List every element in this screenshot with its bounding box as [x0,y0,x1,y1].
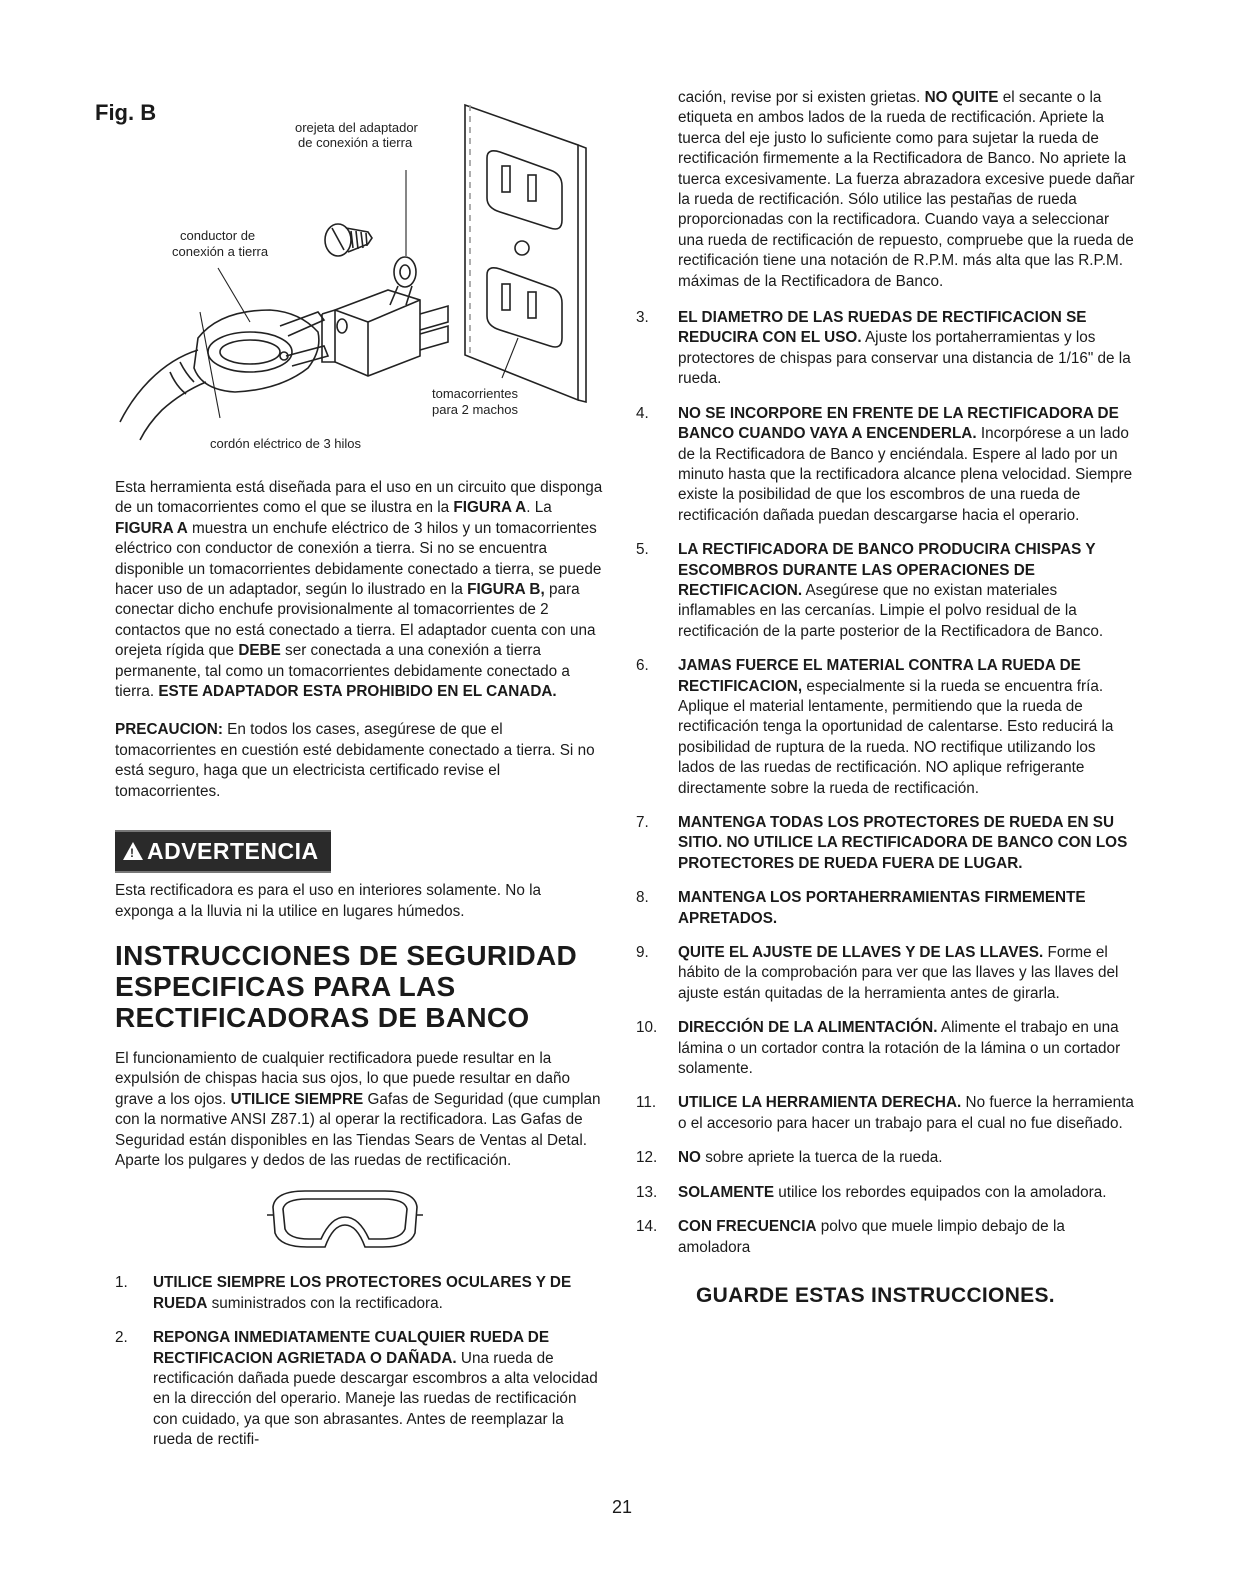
list-item: 12. NO sobre apriete la tuerca de la rueda. [636,1149,943,1167]
figure-title: Fig. B [95,100,157,125]
label-tab-line1: orejeta del adaptador [295,120,418,135]
warning-triangle-icon: ! [123,842,143,860]
warning-banner: ! ADVERTENCIA [115,830,331,873]
intro-paragraph: Esta herramienta está diseñada para el uso en un circuito que disponga de un tomacorrientes como el que se ilustra en la FIGURA A. La FIGURA A muestra un enchufe eléctrico de 3 hilos y un tomacorrientes eléctrico con conductor de conexión a tierra. Si no se encuentra disponible un tomacorrientes debidamente conectado a tierra, se puede hacer uso de un adaptador, según lo ilustrado en la FIGURA B, para conectar dicho enchufe provisionalmente al tomacorrientes de 2 contactos que no está conectado a tierra. El adaptador cuenta con una orejeta rígida que DEBE ser conectada a una conexión a tierra permanente, tal como un tomacorrientes debidamente conectado a tierra. ESTE ADAPTADOR ESTA PROHIBIDO EN EL CANADA. [115,479,603,701]
left-numbered-list [115,1273,603,1450]
label-ground-line1: conductor de [180,228,256,243]
list-item: 7. MANTENGA TODAS LOS PROTECTORES DE RUEDA EN SU SITIO. NO UTILICE LA RECTIFICADORA DE BANCO CON LOS PROTECTORES DE RUEDA FUERA DE LUGAR. [636,814,1128,872]
list-item: 9. QUITE EL AJUSTE DE LLAVES Y DE LAS LLAVES. Forme el hábito de la comprobación para ver que las llaves y las llaves del ajuste están quitadas de la herramienta antes de girarla. [636,944,1119,1002]
list-item: 14. CON FRECUENCIA polvo que muele limpio debajo de la amoladora [636,1218,1065,1256]
list-item: 5. LA RECTIFICADORA DE BANCO PRODUCIRA CHISPAS Y ESCOMBROS DURANTE LAS OPERACIONES DE RECTIFICACION. Asegúrese que no existan materiales inflamables en las cercanías. Limpie el polvo residual de la rectificación de la parte posterior de la Rectificadora de Banco. [636,541,1104,640]
adapter-body [322,290,448,376]
right-column [636,88,1136,1308]
warning-text: Esta rectificadora es para el uso en interiores solamente. No la exponga a la lluvia ni la utilice en lugares húmedos. [115,882,541,920]
continued-paragraph: cación, revise por si existen grietas. NO QUITE el secante o la etiqueta en ambos lados de la rueda de rectificación. Apriete la tuerca del eje justo lo suficiente como para sujetar la rueda de rectificación firmemente a la Rectificadora de Banco. No apriete la tuerca excesivamente. La fuerza abrazadora excesive puede dañar la rueda de rectificación. Sólo utilice las pestañas de rueda proporcionadas con la rectificadora. Cuando vaya a seleccionar una rueda de rectificación de repuesto, compruebe que la rueda de rectificación tiene una notación de R.P.M. más alta que las R.P.M. máximas de la Rectificadora de Banco. [678,89,1135,290]
three-wire-cord [120,350,206,440]
list-item: 2. REPONGA INMEDIATAMENTE CUALQUIER RUEDA DE RECTIFICACION AGRIETADA O DAÑADA. Una rueda de rectificación dañada puede descargar escombros a alta velocidad en la dirección del operario. Maneje las ruedas de rectificación con cuidado, ya que son abrasantes. Antes de reemplazar la rueda de rectifi- [115,1329,598,1449]
safety-section-title: INSTRUCCIONES DE SEGURIDAD ESPECIFICAS PARA LAS RECTIFICADORAS DE BANCO [115,939,578,1033]
caution-label: PRECAUCION: [115,721,223,739]
safety-intro-paragraph: El funcionamiento de cualquier rectificadora puede resultar en la expulsión de chispas hacia sus ojos, lo que puede resultar en daño grave a los ojos. UTILICE SIEMPRE Gafas de Seguridad (que cumplan con la normative ANSI Z87.1) al operar la rectificadora. Las Gafas de Seguridad están disponibles en las Tiendas Sears de Ventas al Detal. Aparte los pulgares y dedos de las ruedas de rectificación. [115,1049,601,1169]
label-ground-line2: conexión a tierra [172,244,269,259]
list-item: 8. MANTENGA LOS PORTAHERRAMIENTAS FIRMEMENTE APRETADOS. [636,889,1086,927]
left-column [115,478,603,1465]
label-tab-line2: de conexión a tierra [298,135,413,150]
plug [194,310,328,392]
label-outlet-line1: tomacorrientes [432,386,518,401]
label-outlet-line2: para 2 machos [432,402,518,417]
list-item: 1. UTILICE SIEMPRE LOS PROTECTORES OCULARES Y DE RUEDA suministrados con la rectificadora. [115,1274,572,1312]
grounding-adapter-illustration [110,100,590,450]
safety-goggles-illustration [265,1185,425,1255]
warning-block [115,828,603,922]
caution-paragraph: PRECAUCION: En todos los cases, asegúrese de que el tomacorrientes en cuestión esté debidamente conectado a tierra. Si no está seguro, haga que un electricista certificado revise el tomacorrientes. [115,721,595,800]
right-numbered-list [636,308,1136,1258]
list-item: 6. JAMAS FUERCE EL MATERIAL CONTRA LA RUEDA DE RECTIFICACION, especialmente si la rueda se encuentra fría. Aplique el material lentamente, permitiendo que la rueda de rectificación tenga la oportunidad de calentarse. Esto reducirá la posibilidad de ruptura de la rueda. NO rectifique utilizando los lados de las ruedas de rectificación. NO aplique refrigerante directamente sobre la rueda de rectificación. [636,657,1114,797]
save-instructions-heading: GUARDE ESTAS INSTRUCCIONES. [696,1283,1055,1307]
wall-plate [465,105,578,400]
list-item: 3. EL DIAMETRO DE LAS RUEDAS DE RECTIFICACION SE REDUCIRA CON EL USO. Ajuste los portaherramientas y los protectores de chispas para conservar una distancia de 1/16" de la rueda. [636,309,1131,388]
page-number: 21 [612,1497,633,1517]
label-cord: cordón eléctrico de 3 hilos [210,436,362,450]
list-item: 10. DIRECCIÓN DE LA ALIMENTACIÓN. Alimente el trabajo en una lámina o un cortador contra la rotación de la lámina o un cortador solamente. [636,1019,1121,1078]
list-item: 13. SOLAMENTE utilice los rebordes equipados con la amoladora. [636,1183,1107,1201]
screw [325,224,372,256]
list-item: 11. UTILICE LA HERRAMIENTA DERECHA. No fuerce la herramienta o el accesorio para hacer un trabajo para el cual no fue diseñado. [636,1094,1134,1132]
list-item: 4. NO SE INCORPORE EN FRENTE DE LA RECTIFICADORA DE BANCO CUANDO VAYA A ENCENDERLA. Incorpórese a un lado de la Rectificadora de Banco y enciéndala. Espere al lado por un minuto hasta que la rectificadora alcance plena velocidad. Siempre existe la posibilidad de que los escombros de una rueda de rectificación dañada puedan descargarse hacia el operario. [636,404,1133,524]
